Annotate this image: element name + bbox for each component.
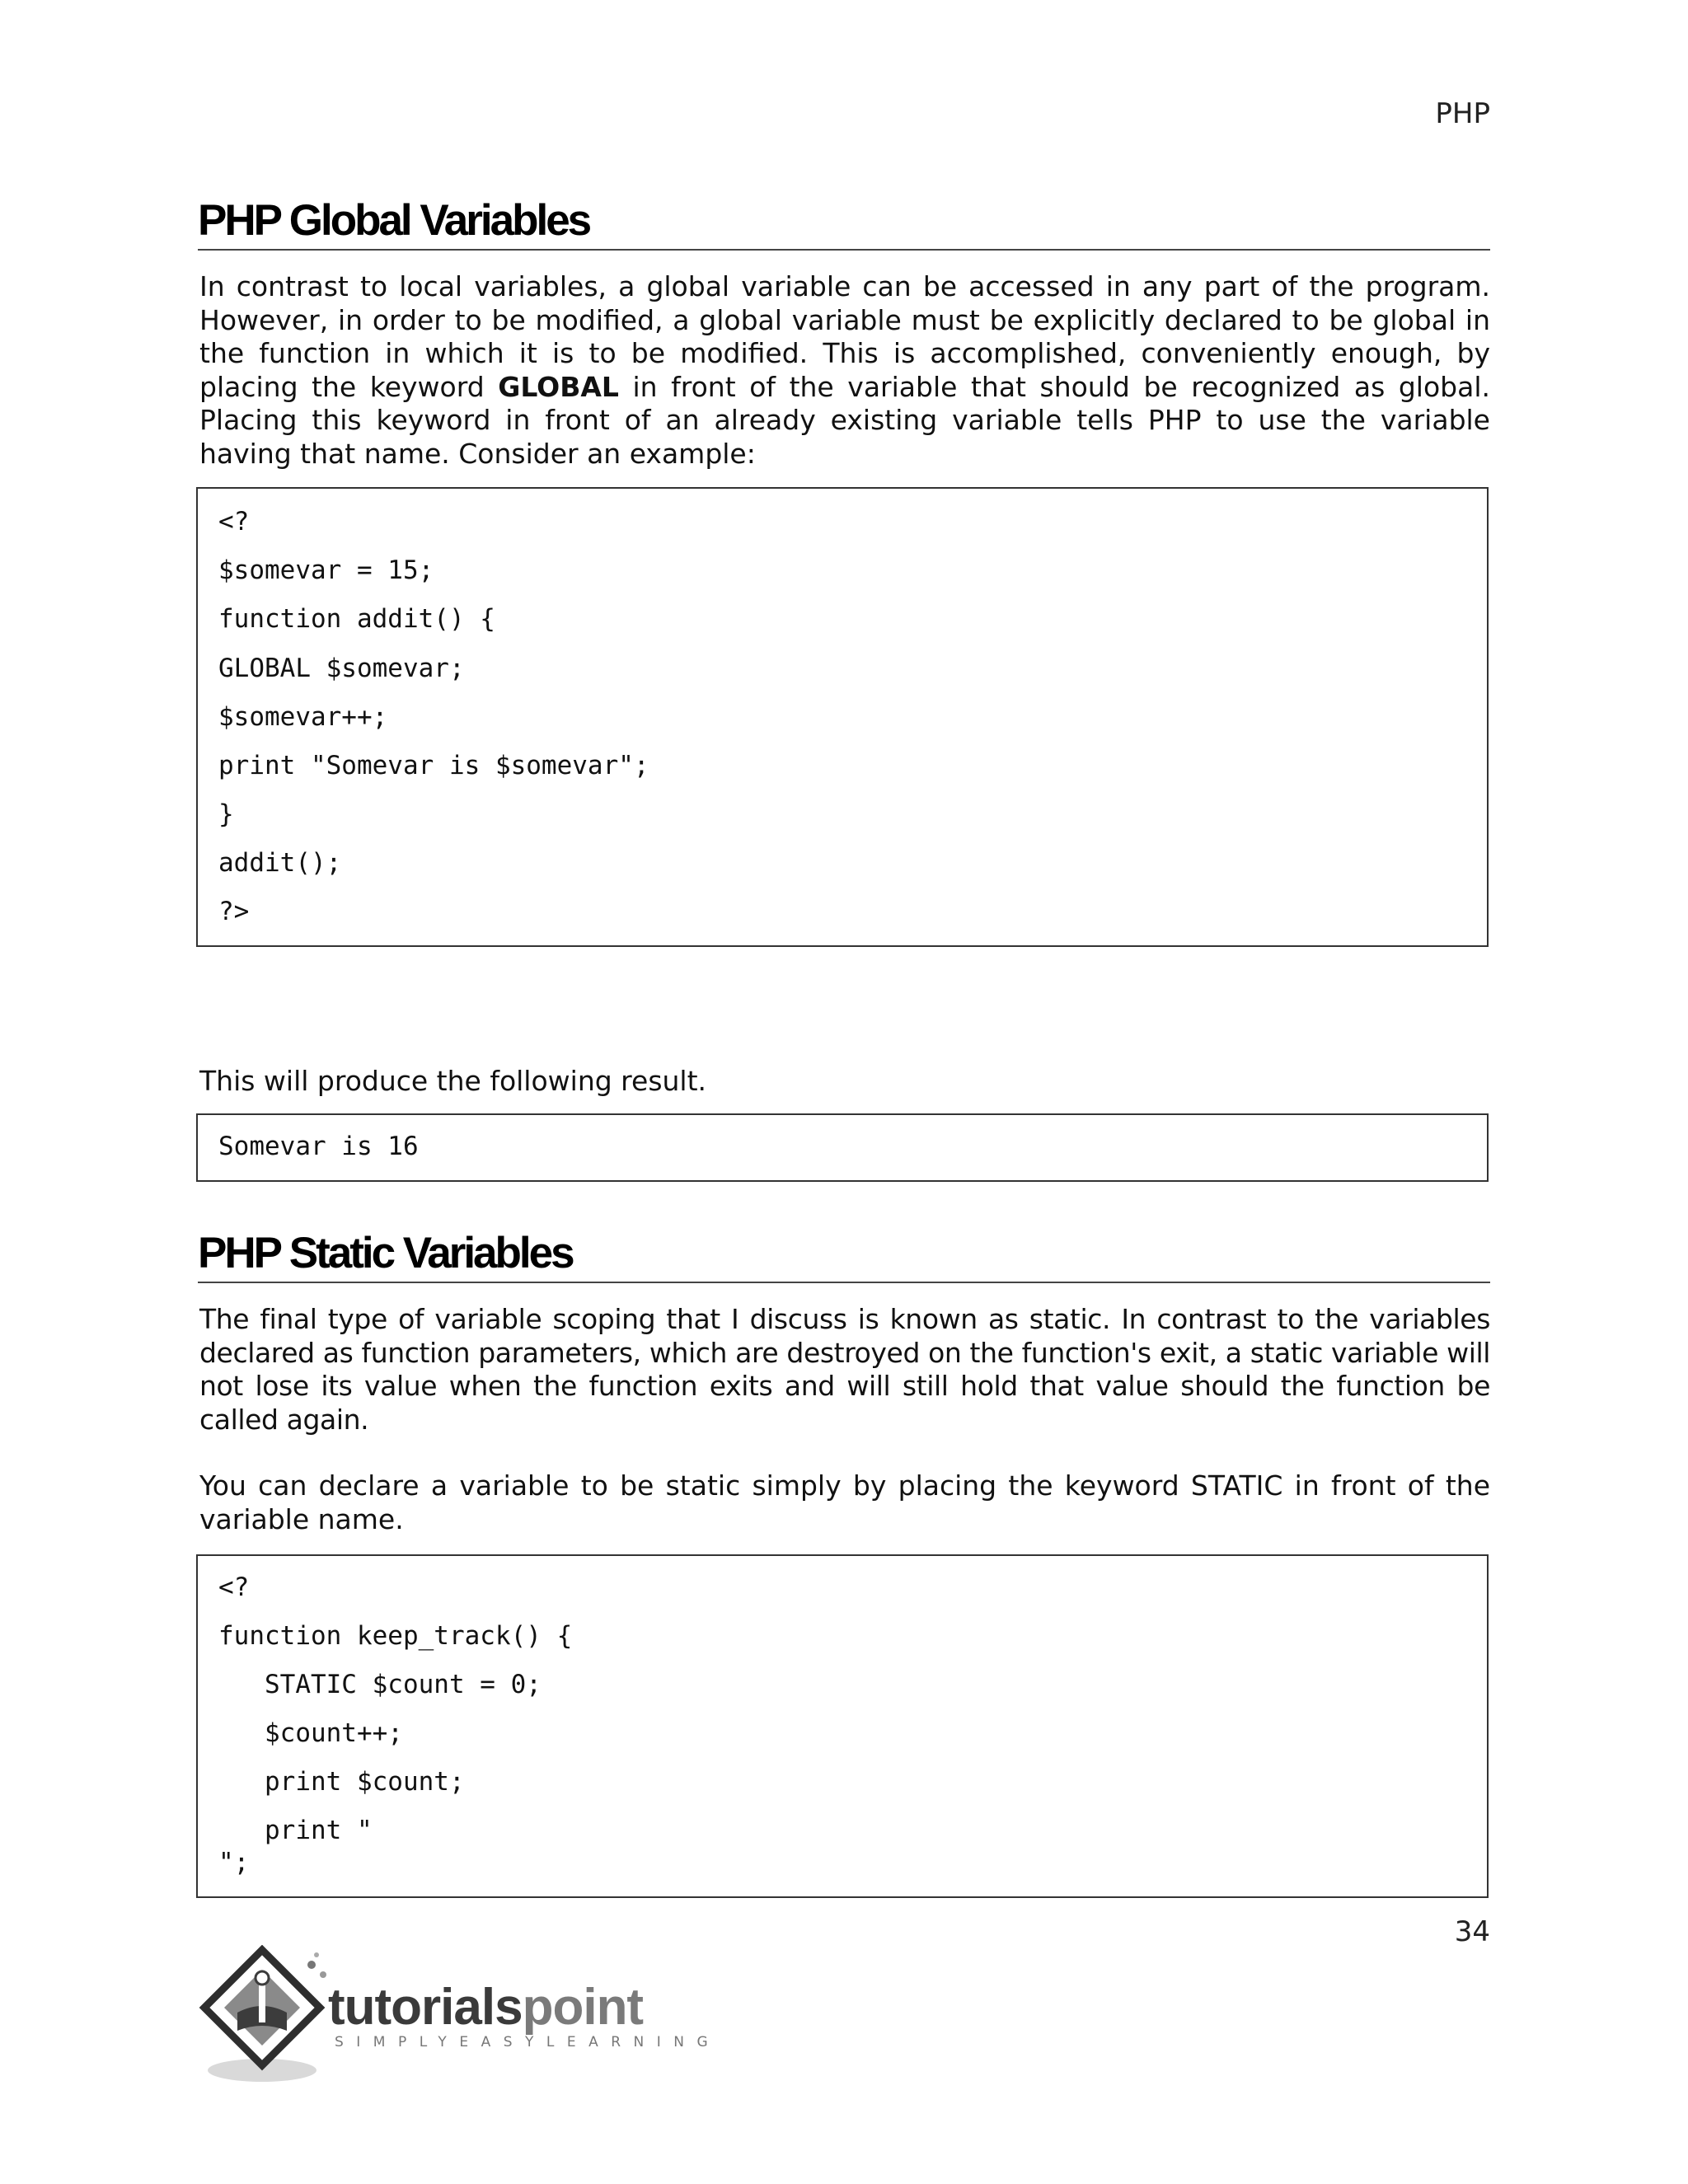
logo-tagline: SIMPLYEASYLEARNING [335, 2034, 721, 2050]
paragraph-text-after: in front of the variable that should be recognized as global. Placing this keyword in front of an already existing variable tells PHP to use the variable having that name. Consider an example: [199, 370, 1490, 470]
code-line: $count++; [218, 1718, 403, 1748]
logo-word-main: tutorials [328, 1979, 523, 2036]
code-line: print "Somevar is $somevar"; [218, 751, 649, 780]
code-line: <? [218, 507, 250, 537]
code-line: function addit() { [218, 604, 495, 634]
page-number: 34 [1454, 1915, 1490, 1948]
static-variables-paragraph-2: You can declare a variable to be static simply by placing the keyword STATIC in front of the variable name. [199, 1469, 1490, 1535]
code-line: "; [218, 1848, 250, 1877]
code-line: $somevar++; [218, 702, 388, 732]
code-line: print " [218, 1816, 373, 1845]
global-code-block [196, 487, 1489, 947]
static-code-block [196, 1554, 1489, 1898]
code-line: STATIC $count = 0; [218, 1670, 542, 1699]
running-header: PHP [1435, 97, 1490, 130]
code-line: function keep_track() { [218, 1621, 573, 1651]
code-line: print $count; [218, 1767, 465, 1797]
static-variables-heading: PHP Static Variables [198, 1227, 1490, 1283]
code-line: $somevar = 15; [218, 555, 434, 585]
result-output-line: Somevar is 16 [218, 1132, 419, 1161]
result-intro: This will produce the following result. [199, 1065, 707, 1097]
global-keyword: GLOBAL [498, 370, 619, 403]
code-line: <? [218, 1572, 250, 1602]
code-line: addit(); [218, 848, 342, 878]
logo-emblem-icon [196, 1945, 345, 2093]
tutorialspoint-logo [196, 1945, 721, 2093]
paragraph-text-before: In contrast to local variables, a global variable can be accessed in any part of the program. However, in order to be modified, a global variable must be explicitly declared to be global in the function in which it is to be modified. This is accomplished, conveniently enough, by placing the keyword [199, 270, 1490, 403]
static-variables-paragraph-1: The final type of variable scoping that I discuss is known as static. In contrast to the variables declared as function parameters, which are destroyed on the function's exit, a static variable will not lose its value when the function exits and will still hold that value should the function be called again. [199, 1303, 1490, 1436]
code-line: ?> [218, 897, 250, 926]
code-line: GLOBAL $somevar; [218, 654, 465, 683]
global-variables-paragraph [199, 270, 1490, 471]
logo-wordmark [328, 1978, 643, 2036]
logo-word-accent: point [522, 1979, 644, 2036]
result-output-block [196, 1113, 1489, 1182]
code-line: } [218, 799, 234, 829]
global-variables-heading: PHP Global Variables [198, 194, 1490, 251]
